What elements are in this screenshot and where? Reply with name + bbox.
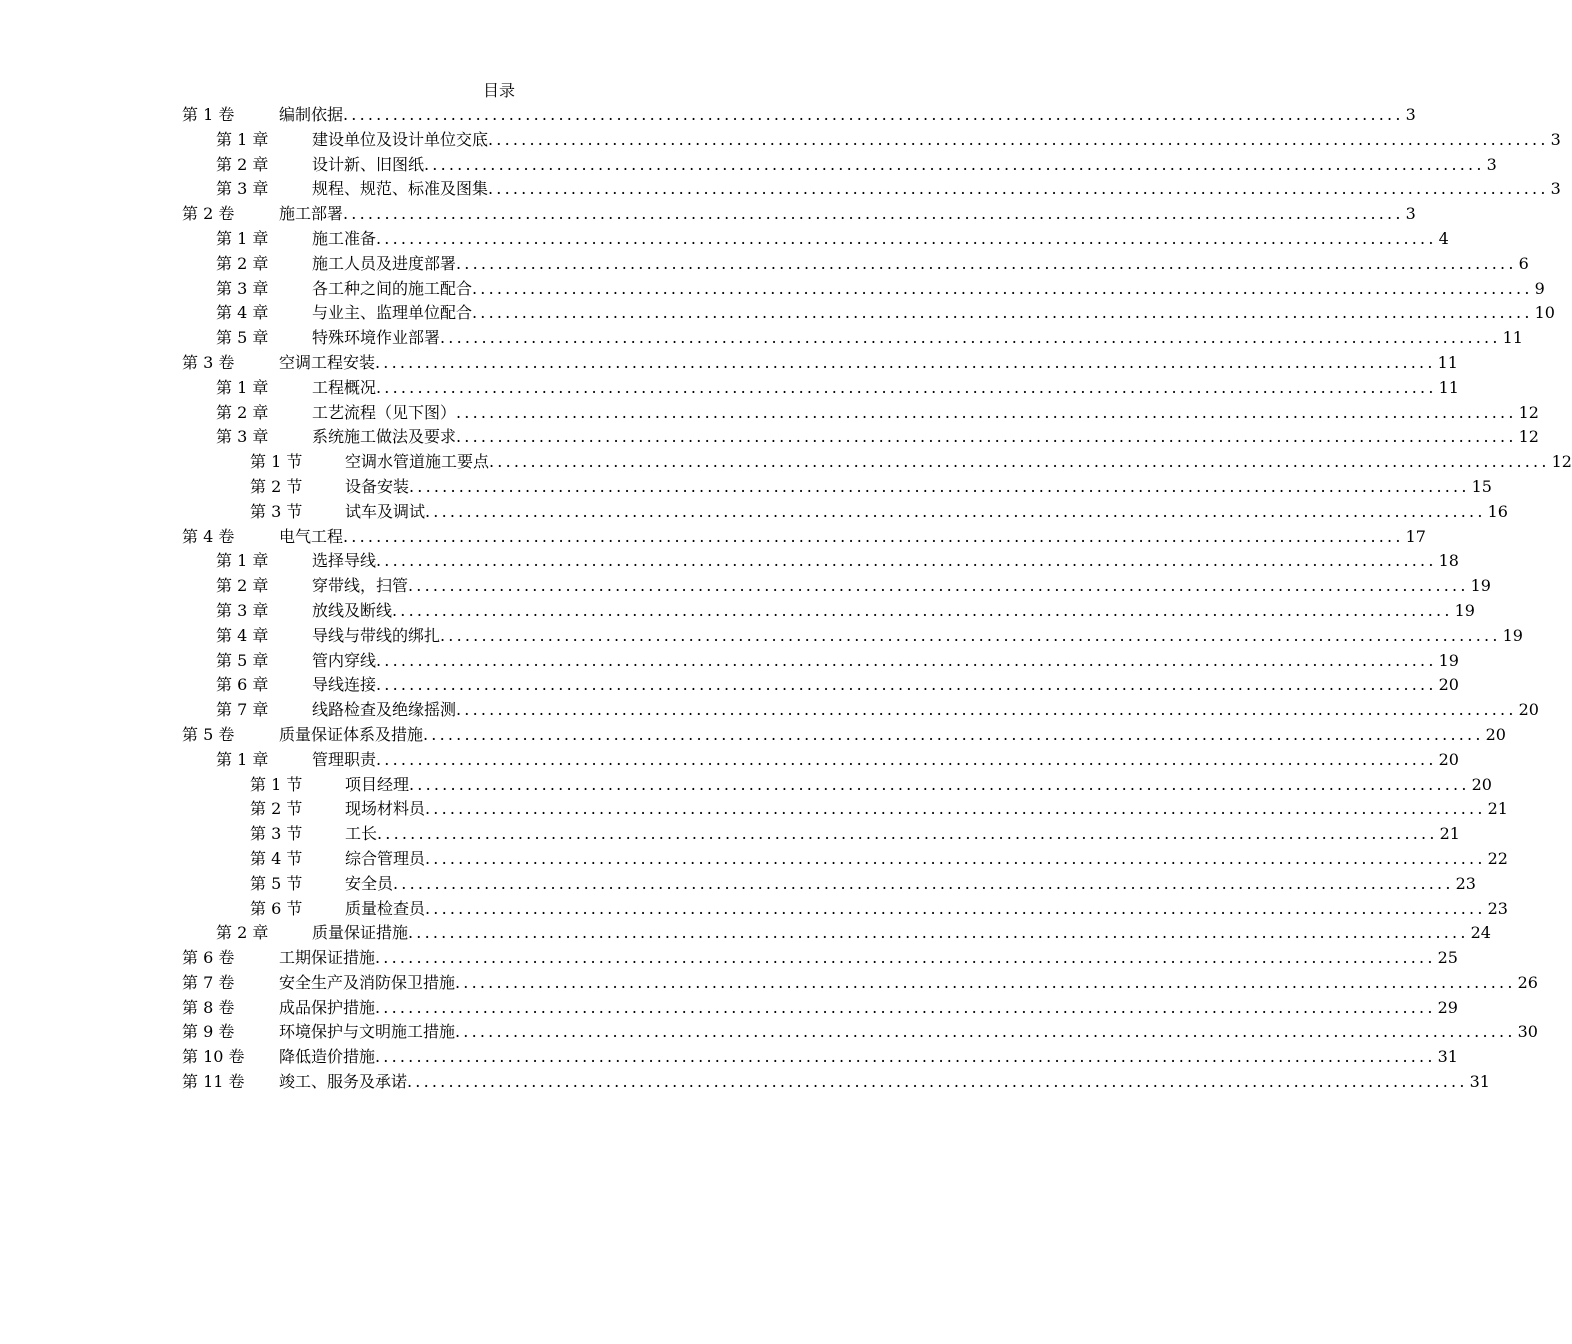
toc-entry-line [345, 897, 1508, 922]
toc-entry-line [312, 673, 1459, 698]
toc-entry-number: 第 5 节 [250, 873, 303, 893]
toc-dot-leader: ................................................................................................................................ [456, 253, 1517, 273]
toc-entry[interactable] [0, 252, 1529, 277]
toc-entry-title[interactable]: 建设单位及设计单位交底 [312, 128, 488, 153]
toc-entry-number: 第 3 章 [216, 427, 269, 447]
toc-entry-line [345, 475, 1492, 500]
toc-entry-number: 第 3 节 [250, 501, 303, 521]
toc-entry-page-number[interactable]: 31 [1437, 1047, 1458, 1067]
toc-dot-leader: ................................................................................................................................ [343, 105, 1404, 124]
toc-entry-page-number[interactable]: 15 [1471, 476, 1492, 496]
toc-entry-page-number[interactable]: 4 [1438, 228, 1449, 248]
toc-entry-page-number[interactable]: 21 [1439, 824, 1460, 844]
toc-entry[interactable] [0, 1070, 1490, 1095]
toc-entry-number: 第 1 节 [250, 452, 303, 472]
toc-entry[interactable] [0, 624, 1523, 649]
toc-entry-page-number[interactable]: 10 [1534, 303, 1555, 323]
toc-entry[interactable] [0, 847, 1508, 872]
toc-entry[interactable] [0, 1020, 1538, 1045]
toc-entry-line [312, 549, 1459, 574]
toc-entry-page-number[interactable]: 12 [1518, 402, 1539, 422]
toc-entry-number: 第 1 章 [216, 551, 269, 571]
toc-entry-line [312, 425, 1539, 450]
toc-entry[interactable] [0, 450, 1572, 475]
toc-entry[interactable] [0, 822, 1460, 847]
toc-dot-leader: ................................................................................................................................ [425, 898, 1486, 918]
toc-entry-number: 第 6 卷 [182, 948, 235, 968]
toc-entry-page-number[interactable]: 3 [1486, 154, 1497, 174]
toc-entry-number: 第 9 卷 [182, 1022, 235, 1042]
toc-entry-title[interactable]: 空调工程安装 [279, 351, 375, 376]
toc-entry-line [345, 773, 1492, 798]
toc-entry-number: 第 4 节 [250, 848, 303, 868]
toc-dot-leader: ................................................................................................................................ [440, 328, 1501, 348]
toc-entry-page-number[interactable]: 25 [1437, 948, 1458, 968]
toc-entry-page-number[interactable]: 11 [1502, 328, 1523, 348]
toc-dot-leader: ................................................................................................................................ [409, 476, 1470, 496]
toc-entry-title[interactable]: 导线与带线的绑扎 [312, 624, 440, 649]
toc-entry[interactable] [0, 525, 1426, 550]
toc-entry-title[interactable]: 系统施工做法及要求 [312, 425, 456, 450]
toc-entry-page-number[interactable]: 23 [1455, 873, 1476, 893]
toc-entry-page-number[interactable]: 22 [1487, 848, 1508, 868]
toc-entry[interactable] [0, 177, 1561, 202]
toc-entry-page-number[interactable]: 11 [1438, 377, 1459, 397]
toc-entry-number: 第 5 章 [216, 328, 269, 348]
toc-dot-leader: ................................................................................................................................ [407, 1072, 1468, 1092]
toc-entry-page-number[interactable]: 30 [1517, 1022, 1538, 1042]
toc-entry[interactable] [0, 425, 1539, 450]
toc-entry-page-number[interactable]: 29 [1437, 997, 1458, 1017]
toc-entry[interactable] [0, 227, 1449, 252]
toc-entry-line [312, 277, 1545, 302]
toc-entry-number: 第 7 章 [216, 700, 269, 720]
toc-entry-line [312, 748, 1459, 773]
toc-entry[interactable] [0, 649, 1459, 674]
toc-dot-leader: ................................................................................................................................ [376, 228, 1437, 248]
toc-entry-title[interactable]: 管内穿线 [312, 649, 376, 674]
toc-entry[interactable] [0, 153, 1497, 178]
toc-entry[interactable] [0, 301, 1555, 326]
toc-entry[interactable] [0, 797, 1508, 822]
toc-dot-leader: ................................................................................................................................ [377, 824, 1438, 844]
toc-entry-number: 第 2 章 [216, 923, 269, 943]
toc-entry-title[interactable]: 现场材料员 [345, 797, 425, 822]
toc-entry-line [279, 202, 1416, 227]
toc-dot-leader: ................................................................................................................................ [456, 427, 1517, 447]
toc-entry-page-number[interactable]: 12 [1551, 452, 1572, 472]
toc-entry[interactable] [0, 971, 1538, 996]
toc-entry-title[interactable]: 工长 [345, 822, 377, 847]
toc-entry-title[interactable]: 空调水管道施工要点 [345, 450, 489, 475]
toc-entry-number: 第 1 节 [250, 774, 303, 794]
toc-entry-line [345, 450, 1572, 475]
toc-entry-title[interactable]: 施工准备 [312, 227, 376, 252]
toc-entry-page-number[interactable]: 19 [1502, 625, 1523, 645]
toc-entry-line [312, 227, 1449, 252]
toc-entry-title[interactable]: 质量保证措施 [312, 921, 408, 946]
toc-entry-line [312, 153, 1497, 178]
toc-entry-line [312, 624, 1523, 649]
toc-dot-leader: ................................................................................................................................ [408, 923, 1469, 943]
toc-dot-leader: ................................................................................................................................ [375, 1047, 1436, 1067]
toc-entry-line [312, 599, 1475, 624]
toc-entry[interactable] [0, 748, 1459, 773]
toc-entry-line [312, 376, 1459, 401]
toc-entry-title[interactable]: 设计新、旧图纸 [312, 153, 424, 178]
toc-entry-title[interactable]: 综合管理员 [345, 847, 425, 872]
toc-entry-title[interactable]: 质量保证体系及措施 [279, 723, 423, 748]
toc-dot-leader: ................................................................................................................................ [376, 377, 1437, 397]
toc-entry-number: 第 6 章 [216, 675, 269, 695]
toc-dot-leader: ................................................................................................................................ [456, 402, 1517, 422]
toc-entry-number: 第 2 节 [250, 799, 303, 819]
toc-dot-leader: ................................................................................................................................ [440, 625, 1501, 645]
toc-entry-page-number[interactable]: 6 [1518, 253, 1529, 273]
toc-entry-page-number[interactable]: 9 [1534, 278, 1545, 298]
toc-entry-title[interactable]: 放线及断线 [312, 599, 392, 624]
toc-entry-page-number[interactable]: 20 [1438, 675, 1459, 695]
toc-entry-line [279, 946, 1458, 971]
toc-entry-line [279, 351, 1458, 376]
toc-entry-title[interactable]: 工期保证措施 [279, 946, 375, 971]
toc-entry-line [312, 401, 1539, 426]
toc-entry-line [312, 574, 1491, 599]
toc-entry[interactable] [0, 475, 1492, 500]
toc-entry[interactable] [0, 1045, 1458, 1070]
toc-dot-leader: ................................................................................................................................ [392, 600, 1453, 620]
toc-entry[interactable] [0, 698, 1539, 723]
toc-entry[interactable] [0, 946, 1458, 971]
table-of-contents [0, 103, 1572, 1095]
toc-entry-page-number[interactable]: 19 [1438, 650, 1459, 670]
toc-entry-page-number[interactable]: 3 [1550, 179, 1561, 199]
toc-entry-page-number[interactable]: 20 [1518, 700, 1539, 720]
toc-dot-leader: ................................................................................................................................ [376, 551, 1437, 571]
toc-entry[interactable] [0, 500, 1508, 525]
toc-entry-number: 第 7 卷 [182, 972, 235, 992]
toc-entry-number: 第 3 章 [216, 179, 269, 199]
toc-entry-number: 第 10 卷 [182, 1047, 245, 1067]
toc-entry[interactable] [0, 599, 1475, 624]
toc-entry[interactable] [0, 574, 1491, 599]
toc-entry-title[interactable]: 电气工程 [279, 525, 343, 550]
toc-entry-page-number[interactable]: 26 [1517, 972, 1538, 992]
toc-dot-leader: ................................................................................................................................ [425, 848, 1486, 868]
toc-entry-number: 第 1 章 [216, 228, 269, 248]
toc-entry-page-number[interactable]: 19 [1454, 600, 1475, 620]
toc-entry-number: 第 6 节 [250, 898, 303, 918]
toc-entry-page-number[interactable]: 16 [1487, 501, 1508, 521]
toc-entry-page-number[interactable]: 21 [1487, 799, 1508, 819]
toc-entry-number: 第 1 章 [216, 749, 269, 769]
toc-entry-number: 第 4 卷 [182, 526, 235, 546]
toc-entry-title[interactable]: 施工人员及进度部署 [312, 252, 456, 277]
toc-entry-number: 第 5 章 [216, 650, 269, 670]
toc-entry-page-number[interactable]: 24 [1470, 923, 1491, 943]
toc-entry-title[interactable]: 施工部署 [279, 202, 343, 227]
toc-dot-leader: ................................................................................................................................ [424, 154, 1485, 174]
toc-entry-number: 第 1 章 [216, 129, 269, 149]
toc-entry-title[interactable]: 管理职责 [312, 748, 376, 773]
toc-entry-line [312, 301, 1555, 326]
toc-dot-leader: ................................................................................................................................ [425, 799, 1486, 819]
toc-entry[interactable] [0, 376, 1459, 401]
toc-entry-title[interactable]: 线路检查及绝缘摇测 [312, 698, 456, 723]
toc-entry-title[interactable]: 规程、规范、标准及图集 [312, 177, 488, 202]
toc-entry-line [279, 1020, 1538, 1045]
toc-entry-page-number[interactable]: 18 [1438, 551, 1459, 571]
toc-entry[interactable] [0, 401, 1539, 426]
toc-dot-leader: ................................................................................................................................ [375, 948, 1436, 968]
toc-entry-line [345, 797, 1508, 822]
toc-dot-leader: ................................................................................................................................ [488, 129, 1549, 149]
toc-entry-line [279, 525, 1426, 550]
toc-dot-leader: ................................................................................................................................ [376, 650, 1437, 670]
toc-dot-leader: ................................................................................................................................ [472, 303, 1533, 323]
toc-entry[interactable] [0, 128, 1561, 153]
toc-entry[interactable] [0, 673, 1459, 698]
toc-dot-leader: ................................................................................................................................ [376, 675, 1437, 695]
toc-entry-title[interactable]: 各工种之间的施工配合 [312, 277, 472, 302]
toc-entry-line [312, 649, 1459, 674]
toc-entry-number: 第 3 章 [216, 278, 269, 298]
toc-entry-number: 第 4 章 [216, 303, 269, 323]
toc-entry-line [279, 723, 1506, 748]
toc-entry-page-number[interactable]: 11 [1437, 352, 1458, 372]
toc-entry-title[interactable]: 降低造价措施 [279, 1045, 375, 1070]
toc-dot-leader: ................................................................................................................................ [472, 278, 1533, 298]
toc-entry-number: 第 11 卷 [182, 1072, 245, 1092]
page-title: 目录 [482, 81, 515, 100]
toc-entry-title[interactable]: 试车及调试 [345, 500, 425, 525]
toc-entry-page-number[interactable]: 20 [1485, 724, 1506, 744]
toc-dot-leader: ................................................................................................................................ [343, 204, 1404, 224]
toc-entry-title[interactable]: 环境保护与文明施工措施 [279, 1020, 455, 1045]
toc-entry-page-number[interactable]: 17 [1405, 526, 1426, 546]
toc-entry-number: 第 5 卷 [182, 724, 235, 744]
toc-entry-number: 第 1 卷 [182, 105, 235, 124]
toc-entry-page-number[interactable]: 23 [1487, 898, 1508, 918]
toc-entry[interactable] [0, 103, 1416, 128]
toc-entry-page-number[interactable]: 31 [1469, 1072, 1490, 1092]
toc-entry-title[interactable]: 成品保护措施 [279, 996, 375, 1021]
toc-entry-title[interactable]: 工艺流程（见下图） [312, 401, 456, 426]
toc-entry-page-number[interactable]: 20 [1438, 749, 1459, 769]
toc-entry-number: 第 3 卷 [182, 352, 235, 372]
toc-entry-title[interactable]: 选择导线 [312, 549, 376, 574]
toc-entry[interactable] [0, 326, 1523, 351]
toc-entry-number: 第 4 章 [216, 625, 269, 645]
toc-dot-leader: ................................................................................................................................ [375, 997, 1436, 1017]
toc-entry-line [312, 177, 1561, 202]
toc-entry-page-number[interactable]: 3 [1405, 105, 1416, 124]
toc-entry-number: 第 2 章 [216, 576, 269, 596]
toc-entry-line [345, 847, 1508, 872]
toc-entry-number: 第 2 章 [216, 154, 269, 174]
toc-entry-line [279, 1045, 1458, 1070]
toc-entry-title[interactable]: 质量检查员 [345, 897, 425, 922]
toc-entry-title[interactable]: 工程概况 [312, 376, 376, 401]
toc-entry-title[interactable]: 与业主、监理单位配合 [312, 301, 472, 326]
toc-entry-line [279, 971, 1538, 996]
toc-entry-number: 第 2 章 [216, 253, 269, 273]
toc-entry-line [312, 326, 1523, 351]
toc-entry-line [345, 500, 1508, 525]
toc-entry-title[interactable]: 设备安装 [345, 475, 409, 500]
toc-entry-number: 第 2 节 [250, 476, 303, 496]
toc-entry[interactable] [0, 921, 1491, 946]
toc-entry-number: 第 8 卷 [182, 997, 235, 1017]
toc-entry-title[interactable]: 穿带线，扫管 [312, 574, 408, 599]
toc-entry-line [345, 872, 1476, 897]
toc-entry-page-number[interactable]: 12 [1518, 427, 1539, 447]
toc-entry-line [345, 822, 1460, 847]
toc-dot-leader: ................................................................................................................................ [425, 501, 1486, 521]
toc-dot-leader: ................................................................................................................................ [488, 179, 1549, 199]
toc-dot-leader: ................................................................................................................................ [393, 873, 1454, 893]
toc-entry[interactable] [0, 277, 1545, 302]
toc-entry-page-number[interactable]: 20 [1471, 774, 1492, 794]
toc-dot-leader: ................................................................................................................................ [489, 452, 1550, 472]
toc-entry-title[interactable]: 特殊环境作业部署 [312, 326, 440, 351]
toc-entry[interactable] [0, 897, 1508, 922]
toc-entry-line [312, 698, 1539, 723]
toc-entry-line [279, 996, 1458, 1021]
toc-entry-title[interactable]: 项目经理 [345, 773, 409, 798]
toc-entry-title[interactable]: 导线连接 [312, 673, 376, 698]
toc-entry[interactable] [0, 773, 1492, 798]
toc-entry-number: 第 2 卷 [182, 204, 235, 224]
toc-entry-number: 第 2 章 [216, 402, 269, 422]
toc-entry-page-number[interactable]: 3 [1405, 204, 1416, 224]
toc-entry-title[interactable]: 安全员 [345, 872, 393, 897]
toc-dot-leader: ................................................................................................................................ [455, 972, 1516, 992]
toc-dot-leader: ................................................................................................................................ [455, 1022, 1516, 1042]
toc-entry[interactable] [0, 549, 1459, 574]
toc-entry-line [279, 1070, 1490, 1095]
toc-dot-leader: ................................................................................................................................ [343, 526, 1404, 546]
toc-entry-title[interactable]: 安全生产及消防保卫措施 [279, 971, 455, 996]
toc-entry-line [312, 252, 1529, 277]
toc-dot-leader: ................................................................................................................................ [456, 700, 1517, 720]
toc-dot-leader: ................................................................................................................................ [376, 749, 1437, 769]
toc-dot-leader: ................................................................................................................................ [423, 724, 1484, 744]
toc-dot-leader: ................................................................................................................................ [409, 774, 1470, 794]
toc-entry-number: 第 1 章 [216, 377, 269, 397]
toc-entry-page-number[interactable]: 3 [1550, 129, 1561, 149]
toc-entry[interactable] [0, 996, 1458, 1021]
toc-dot-leader: ................................................................................................................................ [375, 352, 1436, 372]
toc-entry-title[interactable]: 竣工、服务及承诺 [279, 1070, 407, 1095]
toc-entry-number: 第 3 章 [216, 600, 269, 620]
toc-entry[interactable] [0, 872, 1476, 897]
toc-entry-line [312, 921, 1491, 946]
toc-dot-leader: ................................................................................................................................ [408, 576, 1469, 596]
toc-entry-line [312, 128, 1561, 153]
toc-entry-page-number[interactable]: 19 [1470, 576, 1491, 596]
toc-entry-number: 第 3 节 [250, 824, 303, 844]
toc-entry-title[interactable]: 编制依据 [279, 103, 343, 128]
toc-entry[interactable] [0, 723, 1506, 748]
toc-entry-line [279, 103, 1416, 128]
toc-entry[interactable] [0, 202, 1416, 227]
toc-entry[interactable] [0, 351, 1458, 376]
